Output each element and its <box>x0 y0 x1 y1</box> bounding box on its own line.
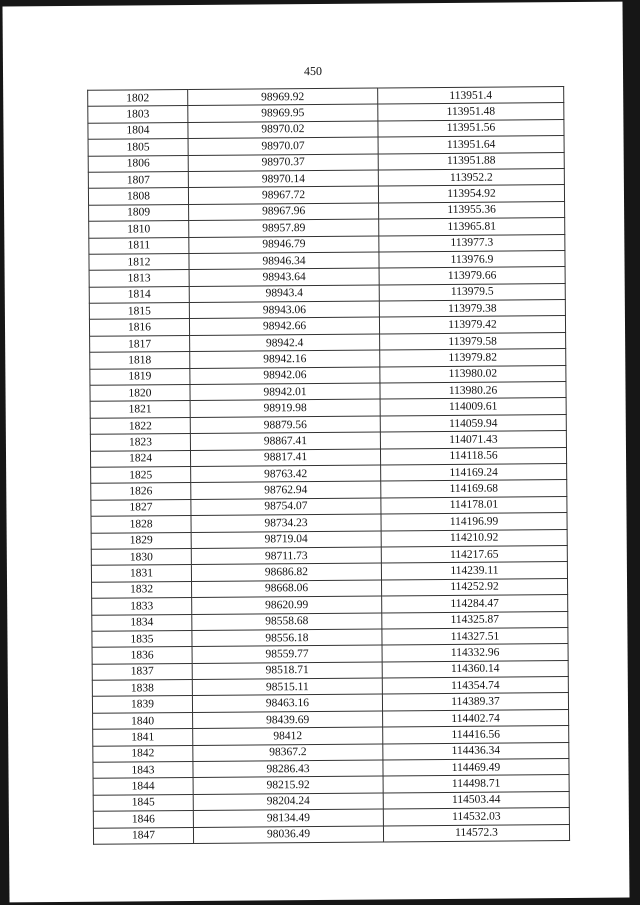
point-number-cell: 1834 <box>92 614 192 631</box>
y-coordinate-cell: 114169.68 <box>381 480 567 498</box>
x-coordinate-cell: 98970.02 <box>188 121 378 139</box>
x-coordinate-cell: 98970.07 <box>188 137 378 155</box>
y-coordinate-cell: 113951.88 <box>378 152 564 170</box>
point-number-cell: 1820 <box>90 385 190 402</box>
point-number-cell: 1831 <box>91 565 191 582</box>
table-row <box>93 824 569 844</box>
x-coordinate-cell: 98286.43 <box>193 760 383 778</box>
page-number: 450 <box>303 63 323 79</box>
y-coordinate-cell: 114210.92 <box>381 529 567 547</box>
y-coordinate-cell: 114169.24 <box>381 464 567 482</box>
y-coordinate-cell: 113979.42 <box>379 316 565 334</box>
x-coordinate-cell: 98970.14 <box>188 170 378 188</box>
y-coordinate-cell: 114196.99 <box>381 513 567 531</box>
y-coordinate-cell: 114118.56 <box>380 447 566 465</box>
x-coordinate-cell: 98036.49 <box>193 826 383 844</box>
point-number-cell: 1804 <box>88 122 188 139</box>
point-number-cell: 1825 <box>91 466 191 483</box>
y-coordinate-cell: 113952.2 <box>378 168 564 186</box>
x-coordinate-cell: 98762.94 <box>191 481 381 499</box>
x-coordinate-cell: 98711.73 <box>191 547 381 565</box>
y-coordinate-cell: 113951.64 <box>378 136 564 154</box>
point-number-cell: 1832 <box>92 581 192 598</box>
y-coordinate-cell: 113965.81 <box>379 218 565 236</box>
y-coordinate-cell: 113951.4 <box>378 87 564 105</box>
point-number-cell: 1829 <box>91 532 191 549</box>
scanned-page <box>2 2 629 903</box>
point-number-cell: 1806 <box>88 155 188 172</box>
x-coordinate-cell: 98734.23 <box>191 514 381 532</box>
y-coordinate-cell: 114325.87 <box>382 611 568 629</box>
point-number-cell: 1821 <box>90 401 190 418</box>
point-number-cell: 1807 <box>88 171 188 188</box>
x-coordinate-cell: 98969.95 <box>188 104 378 122</box>
y-coordinate-cell: 114572.3 <box>383 824 569 842</box>
point-number-cell: 1833 <box>92 598 192 615</box>
x-coordinate-cell: 98719.04 <box>191 531 381 549</box>
point-number-cell: 1818 <box>90 352 190 369</box>
x-coordinate-cell: 98754.07 <box>191 498 381 516</box>
x-coordinate-cell: 98943.06 <box>189 301 379 319</box>
point-number-cell: 1814 <box>89 286 189 303</box>
x-coordinate-cell: 98942.4 <box>190 334 380 352</box>
y-coordinate-cell: 114332.96 <box>382 644 568 662</box>
x-coordinate-cell: 98946.79 <box>189 236 379 254</box>
y-coordinate-cell: 113979.38 <box>379 300 565 318</box>
point-number-cell: 1835 <box>92 630 192 647</box>
point-number-cell: 1826 <box>91 483 191 500</box>
point-number-cell: 1802 <box>88 89 188 106</box>
y-coordinate-cell: 113979.82 <box>380 349 566 367</box>
x-coordinate-cell: 98946.34 <box>189 252 379 270</box>
y-coordinate-cell: 114498.71 <box>383 775 569 793</box>
point-number-cell: 1809 <box>89 204 189 221</box>
y-coordinate-cell: 113980.26 <box>380 382 566 400</box>
point-number-cell: 1811 <box>89 237 189 254</box>
y-coordinate-cell: 114402.74 <box>383 709 569 727</box>
y-coordinate-cell: 113980.02 <box>380 365 566 383</box>
point-number-cell: 1830 <box>91 548 191 565</box>
point-number-cell: 1808 <box>88 188 188 205</box>
y-coordinate-cell: 113979.5 <box>379 283 565 301</box>
x-coordinate-cell: 98620.99 <box>192 596 382 614</box>
point-number-cell: 1841 <box>93 729 193 746</box>
point-number-cell: 1846 <box>93 811 193 828</box>
y-coordinate-cell: 113951.56 <box>378 119 564 137</box>
y-coordinate-cell: 114178.01 <box>381 496 567 514</box>
y-coordinate-cell: 114503.44 <box>383 791 569 809</box>
point-number-cell: 1803 <box>88 106 188 123</box>
point-number-cell: 1823 <box>90 434 190 451</box>
x-coordinate-cell: 98367.2 <box>193 744 383 762</box>
y-coordinate-cell: 114059.94 <box>380 414 566 432</box>
x-coordinate-cell: 98215.92 <box>193 776 383 794</box>
table-body <box>88 87 570 845</box>
point-number-cell: 1845 <box>93 794 193 811</box>
point-number-cell: 1817 <box>90 335 190 352</box>
point-number-cell: 1847 <box>93 827 193 844</box>
point-number-cell: 1828 <box>91 516 191 533</box>
point-number-cell: 1816 <box>89 319 189 336</box>
y-coordinate-cell: 113977.3 <box>379 234 565 252</box>
y-coordinate-cell: 114469.49 <box>383 759 569 777</box>
point-number-cell: 1805 <box>88 139 188 156</box>
point-number-cell: 1813 <box>89 270 189 287</box>
point-number-cell: 1838 <box>92 680 192 697</box>
point-number-cell: 1827 <box>91 499 191 516</box>
y-coordinate-cell: 114239.11 <box>381 562 567 580</box>
point-number-cell: 1839 <box>92 696 192 713</box>
x-coordinate-cell: 98970.37 <box>188 154 378 172</box>
y-coordinate-cell: 114354.74 <box>382 677 568 695</box>
x-coordinate-cell: 98943.64 <box>189 268 379 286</box>
y-coordinate-cell: 114436.34 <box>383 742 569 760</box>
point-number-cell: 1810 <box>89 221 189 238</box>
y-coordinate-cell: 113979.58 <box>380 332 566 350</box>
x-coordinate-cell: 98942.06 <box>190 367 380 385</box>
y-coordinate-cell: 114360.14 <box>382 660 568 678</box>
x-coordinate-cell: 98919.98 <box>190 399 380 417</box>
x-coordinate-cell: 98879.56 <box>190 416 380 434</box>
y-coordinate-cell: 114327.51 <box>382 627 568 645</box>
y-coordinate-cell: 114284.47 <box>382 595 568 613</box>
x-coordinate-cell: 98412 <box>193 727 383 745</box>
x-coordinate-cell: 98439.69 <box>193 711 383 729</box>
y-coordinate-cell: 114009.61 <box>380 398 566 416</box>
coordinate-table <box>87 86 570 845</box>
y-coordinate-cell: 113976.9 <box>379 250 565 268</box>
point-number-cell: 1844 <box>93 778 193 795</box>
x-coordinate-cell: 98867.41 <box>190 432 380 450</box>
x-coordinate-cell: 98967.72 <box>188 186 378 204</box>
x-coordinate-cell: 98556.18 <box>192 629 382 647</box>
x-coordinate-cell: 98942.16 <box>190 350 380 368</box>
point-number-cell: 1840 <box>93 712 193 729</box>
y-coordinate-cell: 114217.65 <box>381 545 567 563</box>
point-number-cell: 1843 <box>93 761 193 778</box>
x-coordinate-cell: 98204.24 <box>193 793 383 811</box>
x-coordinate-cell: 98942.01 <box>190 383 380 401</box>
x-coordinate-cell: 98686.82 <box>191 563 381 581</box>
y-coordinate-cell: 113955.36 <box>379 201 565 219</box>
x-coordinate-cell: 98463.16 <box>192 694 382 712</box>
point-number-cell: 1842 <box>93 745 193 762</box>
point-number-cell: 1822 <box>90 417 190 434</box>
point-number-cell: 1836 <box>92 647 192 664</box>
y-coordinate-cell: 114416.56 <box>383 726 569 744</box>
y-coordinate-cell: 114071.43 <box>380 431 566 449</box>
point-number-cell: 1812 <box>89 253 189 270</box>
x-coordinate-cell: 98942.66 <box>189 317 379 335</box>
y-coordinate-cell: 113954.92 <box>378 185 564 203</box>
point-number-cell: 1837 <box>92 663 192 680</box>
y-coordinate-cell: 114252.92 <box>382 578 568 596</box>
y-coordinate-cell: 113979.66 <box>379 267 565 285</box>
x-coordinate-cell: 98969.92 <box>188 88 378 106</box>
point-number-cell: 1815 <box>89 303 189 320</box>
x-coordinate-cell: 98515.11 <box>192 678 382 696</box>
point-number-cell: 1819 <box>90 368 190 385</box>
x-coordinate-cell: 98943.4 <box>189 285 379 303</box>
x-coordinate-cell: 98967.96 <box>189 203 379 221</box>
x-coordinate-cell: 98957.89 <box>189 219 379 237</box>
point-number-cell: 1824 <box>90 450 190 467</box>
y-coordinate-cell: 114389.37 <box>382 693 568 711</box>
x-coordinate-cell: 98668.06 <box>192 580 382 598</box>
x-coordinate-cell: 98559.77 <box>192 645 382 663</box>
y-coordinate-cell: 114532.03 <box>383 808 569 826</box>
x-coordinate-cell: 98134.49 <box>193 809 383 827</box>
x-coordinate-cell: 98518.71 <box>192 662 382 680</box>
x-coordinate-cell: 98763.42 <box>191 465 381 483</box>
y-coordinate-cell: 113951.48 <box>378 103 564 121</box>
x-coordinate-cell: 98817.41 <box>190 449 380 467</box>
x-coordinate-cell: 98558.68 <box>192 612 382 630</box>
